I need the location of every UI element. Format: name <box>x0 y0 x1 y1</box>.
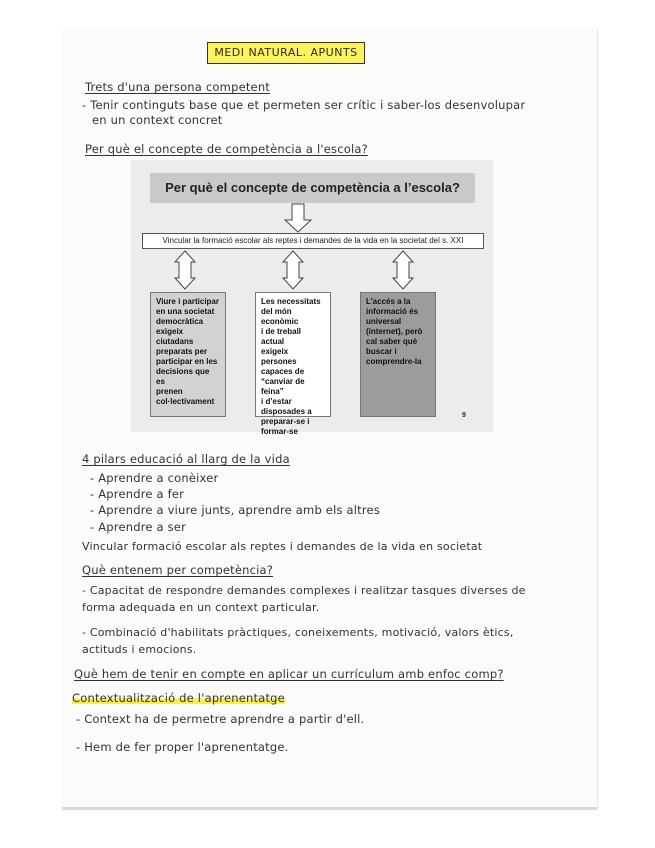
heading-what: Què entenem per competència? <box>82 563 274 577</box>
pillar-3: - Aprendre a viure junts, aprendre amb els altres <box>90 503 381 517</box>
context-line-2: - Hem de fer proper l'aprenentatge. <box>76 740 289 754</box>
traits-line-1: - Tenir continguts base que et permeten ser crític i saber-los desenvolupar <box>82 98 526 112</box>
heading-why: Per què el concepte de competència a l'escola? <box>85 142 368 156</box>
concept-figure <box>131 160 493 436</box>
what-line-1: - Capacitat de respondre demandes complexes i realitzar tasques diverses de <box>82 584 526 597</box>
figure-title: Per què el concepte de competència a l’escola? <box>165 180 460 195</box>
what-line-4: actituds i emocions. <box>82 643 197 656</box>
pillar-4: - Aprendre a ser <box>90 520 187 534</box>
heading-context: Contextualització de l'aprenentatge <box>72 691 285 705</box>
pillar-1: - Aprendre a conèixer <box>90 471 219 485</box>
page-edge <box>62 807 597 810</box>
figure-box-3: L’accés a la informació és universal (internet), però cal saber què buscar i comprendre-la <box>360 292 436 417</box>
heading-pillars: 4 pilars educació al llarg de la vida <box>82 452 290 466</box>
what-line-3: - Combinació d'habilitats pràctiques, coneixements, motivació, valors ètics, <box>82 626 514 639</box>
figure-box-1: Viure i participar en una societat democràtica exigeix ciutadans preparats per participar en les decisions que es prenen col·lectivament <box>150 292 226 417</box>
pillar-2: - Aprendre a fer <box>90 487 185 501</box>
link-line: Vincular formació escolar als reptes i demandes de la vida en societat <box>82 540 483 553</box>
page-title: MEDI NATURAL. APUNTS <box>207 42 365 64</box>
context-line-1: - Context ha de permetre aprendre a partir d'ell. <box>76 712 365 726</box>
figure-box-2: Les necessitats del món econòmic i de treball actual exigeix persones capaces de “canviar de feina” i d’estar disposades a preparar-se i formar-se <box>255 292 331 417</box>
heading-traits: Trets d'una persona competent <box>85 80 271 94</box>
what-line-2: forma adequada en un context particular. <box>82 601 320 614</box>
figure-page-number: 9 <box>462 412 466 419</box>
figure-bar: Vincular la formació escolar als reptes i demandes de la vida en la societat del s. XXI <box>142 233 484 249</box>
traits-line-2: en un context concret <box>92 113 223 127</box>
heading-curriculum: Què hem de tenir en compte en aplicar un currículum amb enfoc comp? <box>74 667 504 681</box>
